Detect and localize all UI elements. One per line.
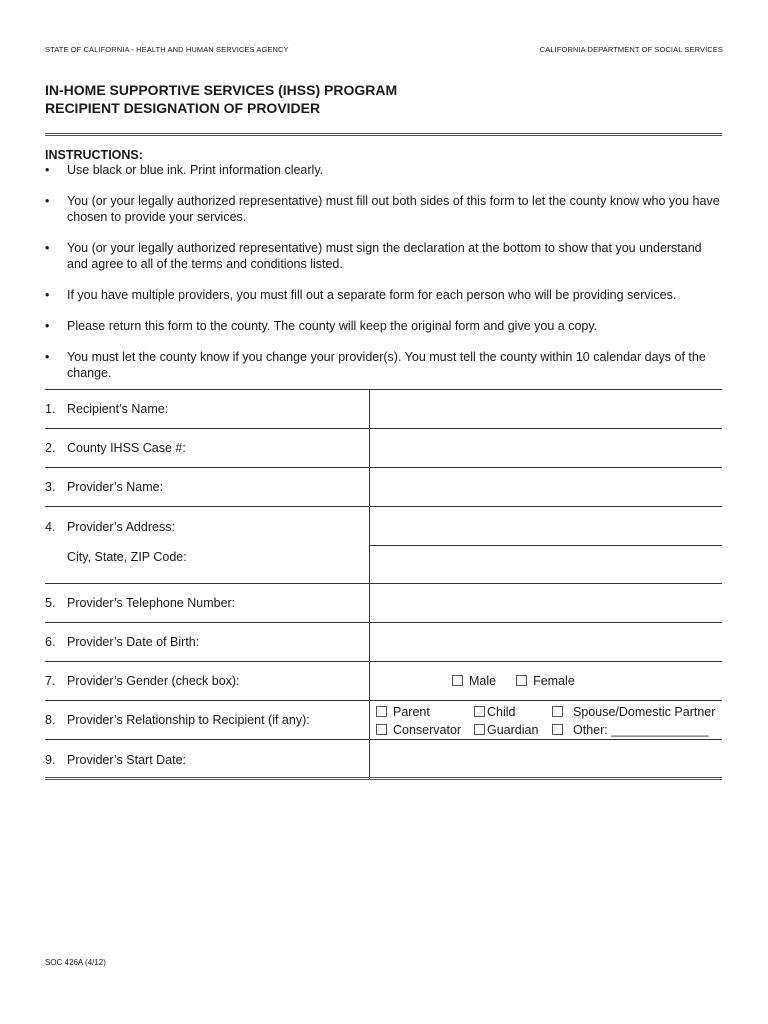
provider-gender-label: Provider’s Gender (check box):	[67, 674, 240, 688]
form-row-case-number	[45, 429, 722, 468]
relationship-option-other[interactable]	[552, 721, 709, 739]
city-state-zip-field[interactable]	[370, 546, 722, 584]
form-row-provider-relationship	[45, 701, 722, 740]
checkbox-icon[interactable]	[552, 706, 563, 717]
instructions-list	[45, 162, 725, 396]
checkbox-icon[interactable]	[376, 706, 387, 717]
provider-name-label: Provider’s Name:	[67, 480, 164, 494]
field-label	[45, 701, 370, 739]
relationship-option-conservator[interactable]	[376, 721, 474, 739]
field-label	[45, 468, 370, 506]
option-label: Conservator	[393, 723, 462, 737]
instructions-heading: INSTRUCTIONS:	[45, 148, 143, 162]
provider-address-field[interactable]	[370, 507, 722, 546]
instruction-item: • If you have multiple providers, you must fill out a separate form for each person who will be providing services.	[45, 287, 725, 303]
table-bottom-rule	[45, 777, 722, 780]
form-row-recipient-name	[45, 390, 722, 429]
provider-dob-field[interactable]	[370, 623, 722, 661]
field-label	[45, 390, 370, 428]
checkbox-icon[interactable]	[376, 724, 387, 735]
provider-name-field[interactable]	[370, 468, 722, 506]
start-date-label: Provider’s Start Date:	[67, 752, 187, 767]
option-label: Parent	[393, 705, 430, 719]
form-row-provider-phone	[45, 584, 722, 623]
form-title-line1: IN-HOME SUPPORTIVE SERVICES (IHSS) PROGRAM	[45, 82, 398, 98]
start-date-field[interactable]	[370, 740, 722, 779]
relationship-option-parent[interactable]	[376, 703, 474, 721]
provider-dob-label: Provider’s Date of Birth:	[67, 635, 200, 649]
form-row-provider-dob	[45, 623, 722, 662]
provider-phone-label: Provider’s Telephone Number:	[67, 596, 236, 610]
field-number: 4.	[45, 520, 56, 534]
field-number: 2.	[45, 441, 56, 455]
gender-options	[370, 662, 722, 700]
field-label	[45, 740, 370, 779]
relationship-option-spouse[interactable]	[552, 703, 715, 721]
field-label	[45, 584, 370, 622]
option-label: Other: ______________	[573, 723, 709, 737]
option-label: Child	[487, 705, 516, 719]
city-state-zip-label: City, State, ZIP Code:	[67, 550, 187, 564]
gender-option-female[interactable]	[516, 674, 575, 688]
relationship-option-child[interactable]	[474, 703, 552, 721]
field-label	[45, 623, 370, 661]
field-number: 9.	[45, 752, 56, 767]
form-row-provider-name	[45, 468, 722, 507]
field-label	[45, 662, 370, 700]
instruction-item: • Please return this form to the county. The county will keep the original form and give you a copy.	[45, 318, 725, 334]
field-label	[45, 429, 370, 467]
relationship-option-guardian[interactable]	[474, 721, 552, 739]
field-number: 5.	[45, 596, 56, 610]
recipient-name-field[interactable]	[370, 390, 722, 428]
field-number: 7.	[45, 674, 56, 688]
option-label: Male	[469, 674, 497, 688]
case-number-field[interactable]	[370, 429, 722, 467]
relationship-options	[370, 701, 722, 739]
checkbox-icon[interactable]	[516, 675, 527, 686]
checkbox-icon[interactable]	[452, 675, 463, 686]
option-label: Spouse/Domestic Partner	[573, 705, 716, 719]
instruction-item: • You (or your legally authorized representative) must sign the declaration at the bottom to show that you understand and agree to all of the terms and conditions listed.	[45, 240, 725, 272]
checkbox-icon[interactable]	[474, 706, 485, 717]
instruction-item: • You (or your legally authorized representative) must fill out both sides of this form to let the county know who you have chosen to provide your services.	[45, 193, 725, 225]
recipient-name-label: Recipient’s Name:	[67, 402, 169, 416]
field-number: 8.	[45, 713, 56, 727]
instruction-item: • Use black or blue ink. Print information clearly.	[45, 162, 725, 178]
gender-option-male[interactable]	[452, 674, 496, 688]
form-code: SOC 426A (4/12)	[45, 958, 106, 967]
case-number-label: County IHSS Case #:	[67, 441, 186, 455]
provider-address-label: Provider’s Address:	[67, 520, 175, 534]
form-title	[45, 81, 397, 117]
form-row-start-date	[45, 740, 722, 779]
field-number: 3.	[45, 480, 56, 494]
field-label	[45, 507, 370, 583]
form-row-provider-address	[45, 507, 722, 584]
checkbox-icon[interactable]	[552, 724, 563, 735]
department-header: CALIFORNIA DEPARTMENT OF SOCIAL SERVICES	[539, 45, 723, 54]
provider-form-table	[45, 389, 722, 779]
agency-header: STATE OF CALIFORNIA - HEALTH AND HUMAN SERVICES AGENCY	[45, 45, 289, 54]
provider-address-fields	[370, 507, 722, 583]
field-number: 1.	[45, 402, 56, 416]
field-number: 6.	[45, 635, 56, 649]
provider-relationship-label: Provider’s Relationship to Recipient (if any):	[67, 713, 310, 727]
checkbox-icon[interactable]	[474, 724, 485, 735]
instruction-item: • You must let the county know if you change your provider(s). You must tell the county within 10 calendar days of the change.	[45, 349, 725, 381]
option-label: Female	[533, 674, 575, 688]
form-row-provider-gender	[45, 662, 722, 701]
option-label: Guardian	[487, 723, 539, 737]
title-divider	[45, 133, 722, 136]
form-title-line2: RECIPIENT DESIGNATION OF PROVIDER	[45, 100, 321, 116]
provider-phone-field[interactable]	[370, 584, 722, 622]
